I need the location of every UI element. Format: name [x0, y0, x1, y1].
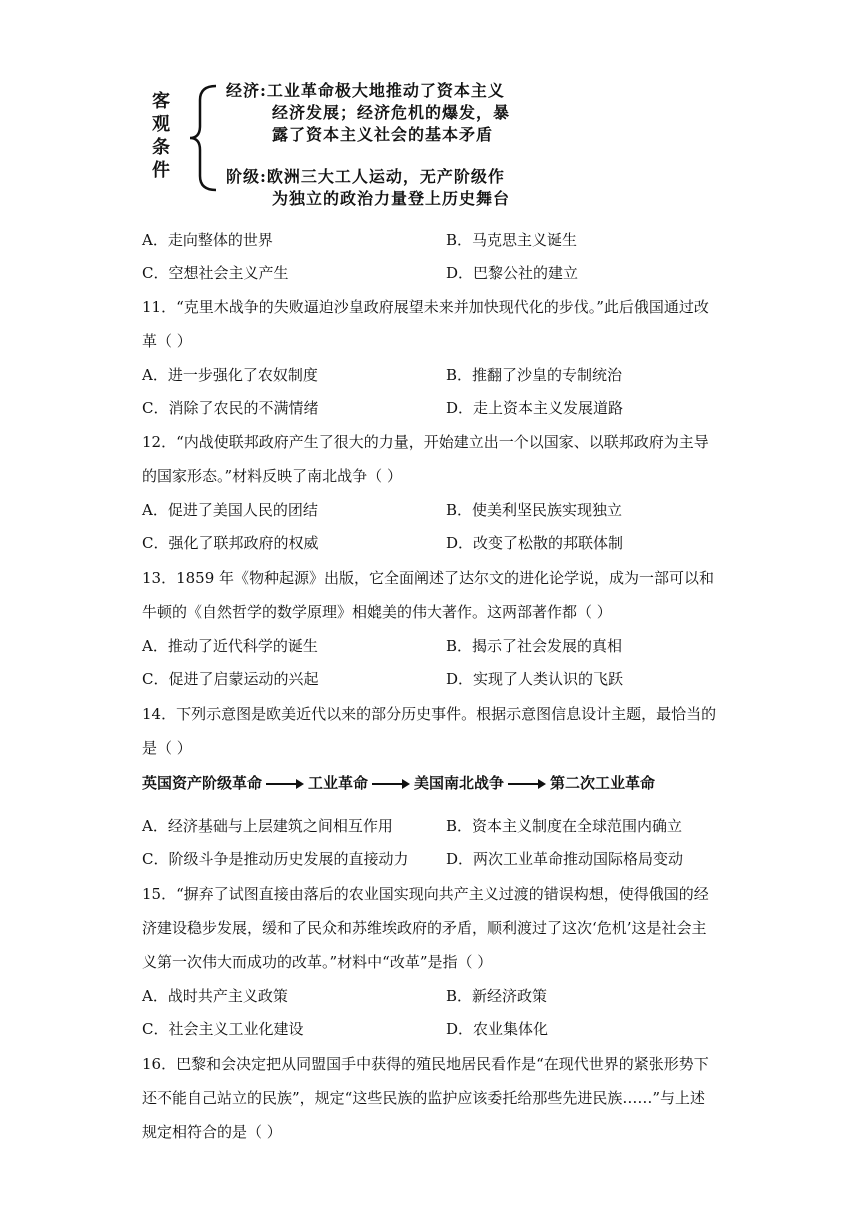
flow-step: 美国南北战争 — [414, 774, 505, 792]
q14-option-d: D．两次工业革命推动国际格局变动 — [446, 850, 684, 868]
economy-text: 露了资本主义社会的基本矛盾 — [272, 125, 494, 144]
q13-stem: 牛顿的《自然哲学的数学原理》相媲美的伟大著作。这两部著作都（ ） — [142, 603, 612, 621]
arrow-right-icon — [372, 779, 410, 789]
q13-option-a: A．推动了近代科学的诞生 — [142, 637, 318, 655]
diagram-vertical-label — [150, 90, 172, 182]
q13-stem: 13．1859 年《物种起源》出版，它全面阐述了达尔文的进化论学说，成为一部可以和 — [142, 569, 715, 587]
q14-stem: 14．下列示意图是欧美近代以来的部分历史事件。根据示意图信息设计主题，最恰当的 — [142, 705, 717, 723]
q14-option-a: A．经济基础与上层建筑之间相互作用 — [142, 817, 393, 835]
q12-option-d: D．改变了松散的邦联体制 — [446, 534, 624, 552]
economy-label: 经济: — [226, 81, 267, 100]
q11-stem: 革（ ） — [142, 332, 192, 350]
q15-option-d: D．农业集体化 — [446, 1020, 549, 1038]
q13-option-c: C．促进了启蒙运动的兴起 — [142, 670, 319, 688]
q15-option-c: C．社会主义工业化建设 — [142, 1020, 304, 1038]
q11-option-d: D．走上资本主义发展道路 — [446, 399, 624, 417]
q11-stem: 11．“克里木战争的失败逼迫沙皇政府展望未来并加快现代化的步伐。”此后俄国通过改 — [142, 298, 709, 316]
vertical-char: 观 — [152, 114, 170, 135]
objective-conditions-diagram — [140, 76, 560, 214]
q10-option-b: B．马克思主义诞生 — [446, 231, 578, 249]
vertical-char: 客 — [152, 91, 170, 112]
q10-option-a: A．走向整体的世界 — [142, 231, 273, 249]
q10-option-d: D．巴黎公社的建立 — [446, 264, 579, 282]
q11-option-b: B．推翻了沙皇的专制统治 — [446, 366, 623, 384]
vertical-char: 条 — [152, 137, 170, 158]
q11-option-c: C．消除了农民的不满情绪 — [142, 399, 319, 417]
q15-stem: 义第一次伟大而成功的改革。”材料中“改革”是指（ ） — [142, 953, 493, 971]
diagram-class-row — [226, 166, 510, 210]
class-text: 为独立的政治力量登上历史舞台 — [272, 189, 511, 208]
q14-option-c: C．阶级斗争是推动历史发展的直接动力 — [142, 850, 409, 868]
flow-step: 工业革命 — [308, 774, 369, 792]
q13-option-b: B．揭示了社会发展的真相 — [446, 637, 623, 655]
arrow-right-icon — [266, 779, 304, 789]
flow-step: 第二次工业革命 — [550, 774, 656, 792]
q13-option-d: D．实现了人类认识的飞跃 — [446, 670, 624, 688]
q11-option-a: A．进一步强化了农奴制度 — [142, 366, 318, 384]
arrow-right-icon — [508, 779, 546, 789]
economy-text: 经济发展；经济危机的爆发，暴 — [272, 103, 511, 122]
q12-option-b: B．使美利坚民族实现独立 — [446, 501, 623, 519]
vertical-char: 件 — [152, 160, 170, 181]
q12-option-a: A．促进了美国人民的团结 — [142, 501, 318, 519]
brace-icon — [186, 82, 220, 194]
q12-option-c: C．强化了联邦政府的权威 — [142, 534, 319, 552]
q12-stem: 的国家形态。”材料反映了南北战争（ ） — [142, 467, 402, 485]
q16-stem: 规定相符合的是（ ） — [142, 1123, 282, 1141]
q16-stem: 16．巴黎和会决定把从同盟国手中获得的殖民地居民看作是“在现代世界的紧张形势下 — [142, 1055, 709, 1073]
q12-stem: 12．“内战使联邦政府产生了很大的力量，开始建立出一个以国家、以联邦政府为主导 — [142, 433, 709, 451]
q15-stem: 15．“摒弃了试图直接由落后的农业国实现向共产主义过渡的错误构想，使得俄国的经 — [142, 885, 709, 903]
q10-option-c: C．空想社会主义产生 — [142, 264, 289, 282]
class-label: 阶级: — [226, 167, 267, 186]
economy-text: 工业革命极大地推动了资本主义 — [266, 81, 505, 100]
q16-stem: 还不能自己站立的民族”，规定“这些民族的监护应该委托给那些先进民族……”与上述 — [142, 1089, 706, 1107]
q15-option-b: B．新经济政策 — [446, 987, 548, 1005]
flow-step: 英国资产阶级革命 — [142, 774, 263, 792]
class-text: 欧洲三大工人运动，无产阶级作 — [266, 167, 505, 186]
q15-option-a: A．战时共产主义政策 — [142, 987, 288, 1005]
history-flow-chart — [142, 772, 655, 794]
diagram-economy-row — [226, 80, 510, 146]
q14-option-b: B．资本主义制度在全球范围内确立 — [446, 817, 683, 835]
q14-stem: 是（ ） — [142, 739, 192, 757]
q15-stem: 济建设稳步发展，缓和了民众和苏维埃政府的矛盾，顺利渡过了这次‘危机’这是社会主 — [142, 919, 707, 937]
